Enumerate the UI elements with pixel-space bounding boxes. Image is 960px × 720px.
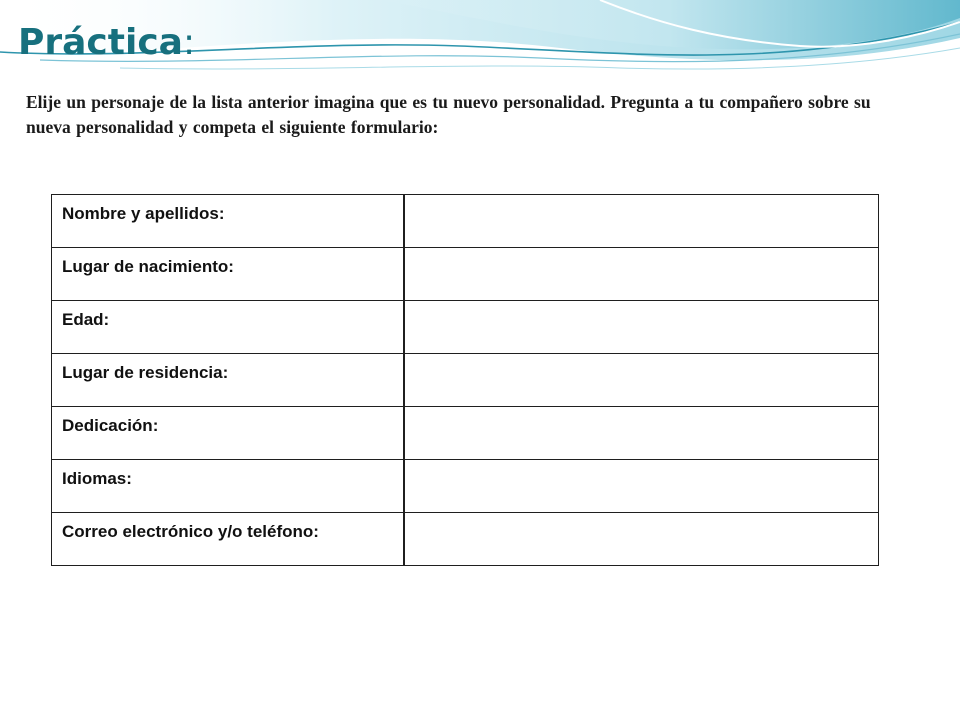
form-row-dedicacion <box>52 407 879 460</box>
slide-title-colon: : <box>182 22 196 63</box>
form-row-correo-telefono <box>52 513 879 566</box>
slide-title-text: Práctica <box>18 22 183 63</box>
slide-title <box>18 18 195 68</box>
form-label-lugar-nacimiento: Lugar de nacimiento: <box>52 248 405 301</box>
form-label-edad: Edad: <box>52 301 405 354</box>
form-row-idiomas <box>52 460 879 513</box>
form-field-lugar-residencia[interactable] <box>404 354 879 407</box>
instructions-text: Elije un personaje de la lista anterior imagina que es tu nuevo personalidad. Pregunta a tu compañero sobre su nueva personalidad y competa el siguiente formulario: <box>26 92 871 137</box>
form-row-nombre <box>52 195 879 248</box>
form-label-nombre: Nombre y apellidos: <box>52 195 405 248</box>
form-label-correo-telefono: Correo electrónico y/o teléfono: <box>52 513 405 566</box>
form-row-lugar-nacimiento <box>52 248 879 301</box>
form-label-dedicacion: Dedicación: <box>52 407 405 460</box>
form-field-idiomas[interactable] <box>404 460 879 513</box>
form-field-edad[interactable] <box>404 301 879 354</box>
form-field-dedicacion[interactable] <box>404 407 879 460</box>
form-field-correo-telefono[interactable] <box>404 513 879 566</box>
form-label-lugar-residencia: Lugar de residencia: <box>52 354 405 407</box>
form-row-lugar-residencia <box>52 354 879 407</box>
form-row-edad <box>52 301 879 354</box>
form-label-idiomas: Idiomas: <box>52 460 405 513</box>
personal-info-form-table <box>51 194 879 566</box>
form-field-lugar-nacimiento[interactable] <box>404 248 879 301</box>
form-field-nombre[interactable] <box>404 195 879 248</box>
